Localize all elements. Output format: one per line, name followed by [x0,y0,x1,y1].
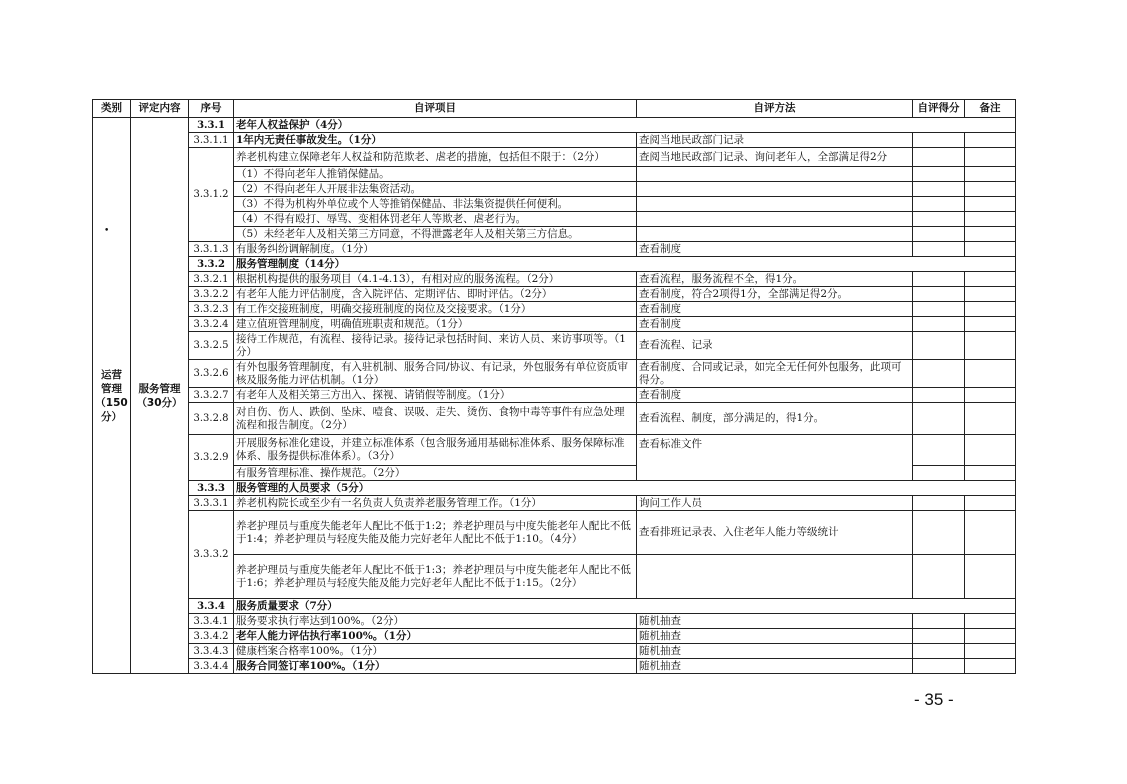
table-row [93,659,1016,674]
item-cell: 健康档案合格率100%。（1分） [234,644,637,659]
table-row [93,272,1016,287]
score-cell[interactable] [913,317,965,332]
seq-cell: 3.3.2.1 [189,272,234,287]
note-cell[interactable] [965,644,1016,659]
method-cell [637,167,913,182]
method-cell: 查看制度 [637,242,913,257]
note-cell[interactable] [965,466,1016,481]
item-cell: 接待工作规范，有流程、接待记录。接待记录包括时间、来访人员、来访事项等。（1分） [234,332,637,360]
score-cell[interactable] [913,511,965,555]
table-row [93,644,1016,659]
item-cell: 有外包服务管理制度，有入驻机制、服务合同/协议、有记录，外包服务有单位资质审核及服务能力评估机制。（1分） [234,360,637,388]
item-cell: （5）未经老年人及相关第三方同意，不得泄露老年人及相关第三方信息。 [234,227,637,242]
method-cell [637,227,913,242]
method-cell: 查阅当地民政部门记录、询问老年人，全部满足得2分 [637,148,913,167]
seq-cell: 3.3.2.4 [189,317,234,332]
score-cell[interactable] [913,302,965,317]
seq-cell: 3.3.4.3 [189,644,234,659]
category-cell [93,118,131,674]
item-cell: 根据机构提供的服务项目（4.1-4.13），有相对应的服务流程。（2分） [234,272,637,287]
method-cell: 查看流程，服务流程不全，得1分。 [637,272,913,287]
method-cell: 随机抽查 [637,614,913,629]
note-cell[interactable] [965,511,1016,555]
note-cell[interactable] [965,629,1016,644]
score-cell[interactable] [913,212,965,227]
note-cell[interactable] [965,197,1016,212]
seq-cell: 3.3.3.1 [189,496,234,511]
score-cell[interactable] [913,496,965,511]
seq-cell: 3.3.2.9 [189,435,234,481]
method-cell [637,555,913,599]
item-cell: 1年内无责任事故发生。（1分） [234,133,637,148]
header-category: 类别 [93,100,131,118]
header-seq: 序号 [189,100,234,118]
score-cell[interactable] [913,287,965,302]
method-cell: 查看制度 [637,317,913,332]
table-row [93,388,1016,403]
table-row [93,511,1016,555]
content-cell [131,118,189,674]
item-cell: 服务要求执行率达到100%。（2分） [234,614,637,629]
note-cell[interactable] [965,302,1016,317]
header-method: 自评方法 [637,100,913,118]
score-cell[interactable] [913,242,965,257]
seq-cell: 3.3.2.7 [189,388,234,403]
item-cell: 有工作交接班制度，明确交接班制度的岗位及交接要求。（1分） [234,302,637,317]
note-cell[interactable] [965,496,1016,511]
header-note: 备注 [965,100,1016,118]
note-cell[interactable] [965,317,1016,332]
table-row [93,629,1016,644]
category-line: 管理 [101,382,122,395]
score-cell[interactable] [913,629,965,644]
table-row [93,133,1016,148]
item-cell: （1）不得向老年人推销保健品。 [234,167,637,182]
table-row [93,614,1016,629]
item-cell: 养老护理员与重度失能老年人配比不低于1:2；养老护理员与中度失能老年人配比不低于1:4；养老护理员与轻度失能及能力完好老年人配比不低于1:10。（4分） [234,511,637,555]
method-cell: 随机抽查 [637,629,913,644]
item-cell: 养老机构建立保障老年人权益和防范欺老、虐老的措施，包括但不限于：（2分） [234,148,637,167]
category-line: 运营 [101,368,122,381]
item-cell: 养老护理员与重度失能老年人配比不低于1:3；养老护理员与中度失能老年人配比不低于1:6；养老护理员与轻度失能及能力完好老年人配比不低于1:15。（2分） [234,555,637,599]
stray-mark: • [104,226,110,236]
table-row [93,496,1016,511]
header-content: 评定内容 [131,100,189,118]
score-cell[interactable] [913,133,965,148]
seq-cell: 3.3.4.4 [189,659,234,674]
section-title: 服务管理制度（14分） [234,257,1016,272]
item-cell: 养老机构院长或至少有一名负责人负责养老服务管理工作。（1分） [234,496,637,511]
item-cell: 有老年人及相关第三方出入、探视、请销假等制度。（1分） [234,388,637,403]
score-cell[interactable] [913,360,965,388]
seq-cell: 3.3.2.3 [189,302,234,317]
score-cell[interactable] [913,167,965,182]
section-row [93,118,1016,133]
table-row [93,403,1016,435]
note-cell[interactable] [965,182,1016,197]
score-cell[interactable] [913,388,965,403]
method-cell: 随机抽查 [637,659,913,674]
score-cell[interactable] [913,466,965,481]
method-cell: 查看标准文件 [637,435,913,481]
score-cell[interactable] [913,403,965,435]
seq-cell: 3.3.4.2 [189,629,234,644]
table-row [93,242,1016,257]
item-cell: 有服务管理标准、操作规范。（2分） [234,466,637,481]
table-row [93,148,1016,167]
note-cell[interactable] [965,403,1016,435]
seq-cell: 3.3.4 [189,599,234,614]
header-score: 自评得分 [913,100,965,118]
note-cell[interactable] [965,167,1016,182]
score-cell[interactable] [913,182,965,197]
item-cell: 有服务纠纷调解制度。（1分） [234,242,637,257]
seq-cell: 3.3.2.8 [189,403,234,435]
score-cell[interactable] [913,272,965,287]
score-cell[interactable] [913,197,965,212]
note-cell[interactable] [965,212,1016,227]
score-cell[interactable] [913,332,965,360]
note-cell[interactable] [965,242,1016,257]
score-cell[interactable] [913,644,965,659]
method-cell: 查看制度 [637,302,913,317]
score-cell[interactable] [913,148,965,167]
note-cell[interactable] [965,555,1016,599]
note-cell[interactable] [965,332,1016,360]
score-cell[interactable] [913,435,965,466]
note-cell[interactable] [965,272,1016,287]
table-row [93,332,1016,360]
section-row [93,257,1016,272]
method-cell: 查看排班记录表、入住老年人能力等级统计 [637,511,913,555]
note-cell[interactable] [965,360,1016,388]
score-cell[interactable] [913,227,965,242]
item-cell: 服务合同签订率100%。（1分） [234,659,637,674]
seq-cell: 3.3.3.2 [189,511,234,599]
method-cell: 查看制度，符合2项得1分，全部满足得2分。 [637,287,913,302]
table-row [93,302,1016,317]
section-row [93,599,1016,614]
note-cell[interactable] [965,148,1016,167]
seq-cell: 3.3.1.2 [189,148,234,242]
method-cell [637,197,913,212]
content-line: 服务管理 [138,382,181,395]
section-title: 服务管理的人员要求（5分） [234,481,1016,496]
header-item: 自评项目 [234,100,637,118]
table-row [93,287,1016,302]
item-cell: 老年人能力评估执行率100%。（1分） [234,629,637,644]
section-row [93,481,1016,496]
score-cell[interactable] [913,555,965,599]
item-cell: 对自伤、伤人、跌倒、坠床、噎食、误吸、走失、烫伤、食物中毒等事件有应急处理流程和报告制度。（2分） [234,403,637,435]
item-cell: 建立值班管理制度，明确值班职责和规范。（1分） [234,317,637,332]
method-cell: 查看制度、合同或记录，如完全无任何外包服务，此项可得分。 [637,360,913,388]
item-cell: 有老年人能力评估制度，含入院评估、定期评估、即时评估。（2分） [234,287,637,302]
seq-cell: 3.3.2 [189,257,234,272]
note-cell[interactable] [965,435,1016,466]
seq-cell: 3.3.3 [189,481,234,496]
item-cell: （2）不得向老年人开展非法集资活动。 [234,182,637,197]
method-cell: 随机抽查 [637,644,913,659]
note-cell[interactable] [965,227,1016,242]
section-title: 服务质量要求（7分） [234,599,1016,614]
seq-cell: 3.3.1 [189,118,234,133]
method-cell [637,212,913,227]
header-row [93,100,1016,118]
category-line: 分） [101,410,122,423]
item-cell: （4）不得有殴打、辱骂、变相体罚老年人等欺老、虐老行为。 [234,212,637,227]
note-cell[interactable] [965,614,1016,629]
score-cell[interactable] [913,614,965,629]
seq-cell: 3.3.1.3 [189,242,234,257]
seq-cell: 3.3.2.5 [189,332,234,360]
method-cell: 询问工作人员 [637,496,913,511]
table-row [93,317,1016,332]
item-cell: （3）不得为机构外单位或个人等推销保健品、非法集资提供任何便利。 [234,197,637,212]
note-cell[interactable] [965,287,1016,302]
content-line: （30分） [136,396,183,409]
seq-cell: 3.3.2.6 [189,360,234,388]
seq-cell: 3.3.1.1 [189,133,234,148]
method-cell: 查阅当地民政部门记录 [637,133,913,148]
table-row [93,435,1016,466]
seq-cell: 3.3.4.1 [189,614,234,629]
score-cell[interactable] [913,659,965,674]
section-title: 老年人权益保护（4分） [234,118,1016,133]
method-cell: 查看制度 [637,388,913,403]
category-line: （150 [95,396,128,409]
note-cell[interactable] [965,133,1016,148]
item-cell: 开展服务标准化建设，并建立标准体系（包含服务通用基础标准体系、服务保障标准体系、服务提供标准体系）。（3分） [234,435,637,466]
note-cell[interactable] [965,388,1016,403]
note-cell[interactable] [965,659,1016,674]
page-number: - 35 - [914,690,954,709]
table-row [93,360,1016,388]
method-cell [637,182,913,197]
seq-cell: 3.3.2.2 [189,287,234,302]
method-cell: 查看流程、记录 [637,332,913,360]
method-cell: 查看流程、制度，部分满足的，得1分。 [637,403,913,435]
evaluation-table [92,99,1016,674]
